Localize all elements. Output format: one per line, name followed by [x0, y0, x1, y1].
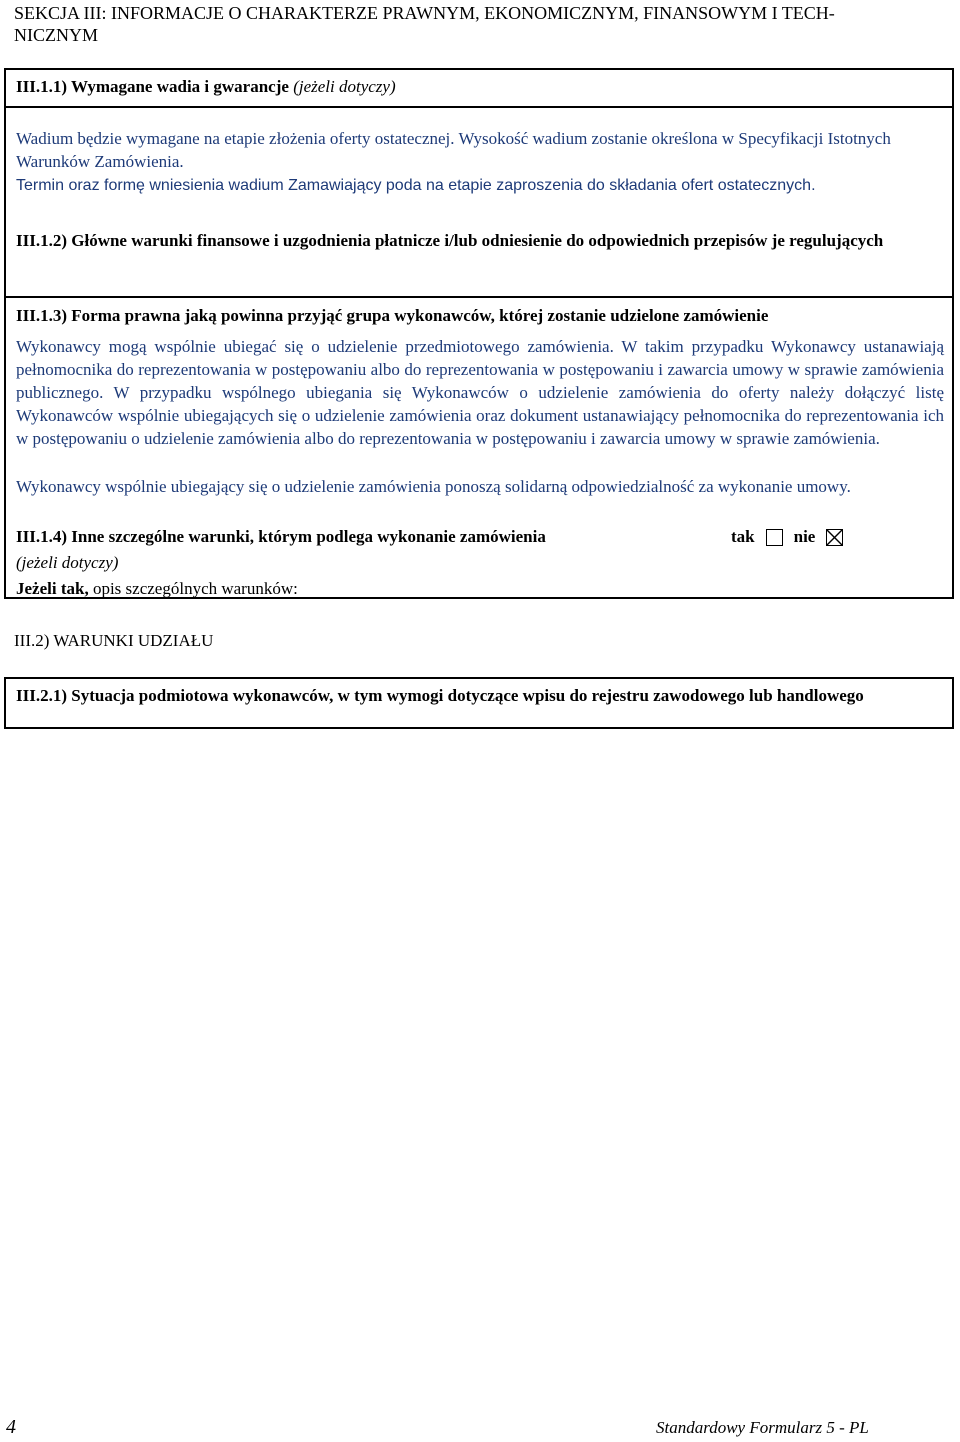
- form-name: Standardowy Formularz 5 - PL: [656, 1418, 869, 1437]
- details-label-rest: opis szczególnych warunków:: [88, 579, 298, 598]
- divider: [6, 296, 952, 298]
- heading-iii-1-1: [16, 76, 944, 98]
- page-number: 4: [6, 1416, 16, 1438]
- consortium-paragraph-1: Wykonawcy mogą wspólnie ubiegać się o udzielenie przedmiotowego zamówienia. W takim przypadku Wykonawcy ustanawiają pełnomocnika do reprezentowania w postępowaniu albo do reprezentowania w postępowaniu i zawarcia umowy w sprawie zamówienia publicznego. W przypadku wspólnego ubiegania się Wykonawców o udzielenie zamówienia do oferty należy dołączyć listę Wykonawców wspólnie ubiegających się o udzielenie zamówienia oraz dokument ustanawiający pełnomocnika do reprezentowania ich w postępowaniu o udzielenie zamówienia albo do reprezentowania w postępowaniu i zawarcia umowy w sprawie zamówienia.: [16, 337, 944, 448]
- section-title-line-2: NICZNYM: [14, 25, 98, 45]
- section-iii-2-1-box: [4, 677, 954, 729]
- consortium-paragraph-2: Wykonawcy wspólnie ubiegający się o udzielenie zamówienia ponoszą solidarną odpowiedzialność za wykonanie umowy.: [16, 477, 851, 496]
- heading-iii-1-4-note: (jeżeli dotyczy): [16, 553, 119, 572]
- yes-no-choice: [731, 526, 854, 548]
- heading-iii-1-3: III.1.3) Forma prawna jaką powinna przyjąć grupa wykonawców, której zostanie udzielone zamówienie: [16, 306, 769, 325]
- details-label-bold: Jeżeli tak,: [16, 579, 89, 598]
- details-line: [16, 578, 944, 600]
- heading-iii-1-4: III.1.4) Inne szczególne warunki, którym podlega wykonanie zamówienia: [16, 527, 546, 546]
- wadium-paragraph-2: Termin oraz formę wniesienia wadium Zamawiający poda na etapie zaproszenia do składania ofert ostatecznych.: [16, 177, 816, 194]
- section-title-line-1: SEKCJA III: INFORMACJE O CHARAKTERZE PRAWNYM, EKONOMICZNYM, FINANSOWYM I TECH-: [14, 3, 835, 23]
- cross-mark-icon: [826, 529, 843, 546]
- tak-label: tak: [731, 527, 755, 546]
- nie-label: nie: [793, 527, 816, 546]
- heading-iii-1-1-note: (jeżeli dotyczy): [293, 77, 396, 96]
- wadium-paragraph-1: Wadium będzie wymagane na etapie złożenia oferty ostatecznej. Wysokość wadium zostanie określona w Specyfikacji Istotnych Warunków Zamówienia.: [16, 129, 891, 171]
- section-title: [14, 2, 944, 46]
- divider: [6, 106, 952, 108]
- heading-iii-2-1: III.2.1) Sytuacja podmiotowa wykonawców, w tym wymogi dotyczące wpisu do rejestru zawodowego lub handlowego: [16, 686, 864, 705]
- heading-iii-1-2: III.1.2) Główne warunki finansowe i uzgodnienia płatnicze i/lub odniesienie do odpowiednich przepisów je regulujących: [16, 231, 884, 250]
- heading-iii-2: III.2) WARUNKI UDZIAŁU: [14, 631, 214, 650]
- nie-checkbox[interactable]: [826, 529, 843, 546]
- heading-iii-1-1-text: III.1.1) Wymagane wadia i gwarancje: [16, 77, 289, 96]
- tak-checkbox[interactable]: [766, 529, 783, 546]
- section-iii-1-box: [4, 68, 954, 599]
